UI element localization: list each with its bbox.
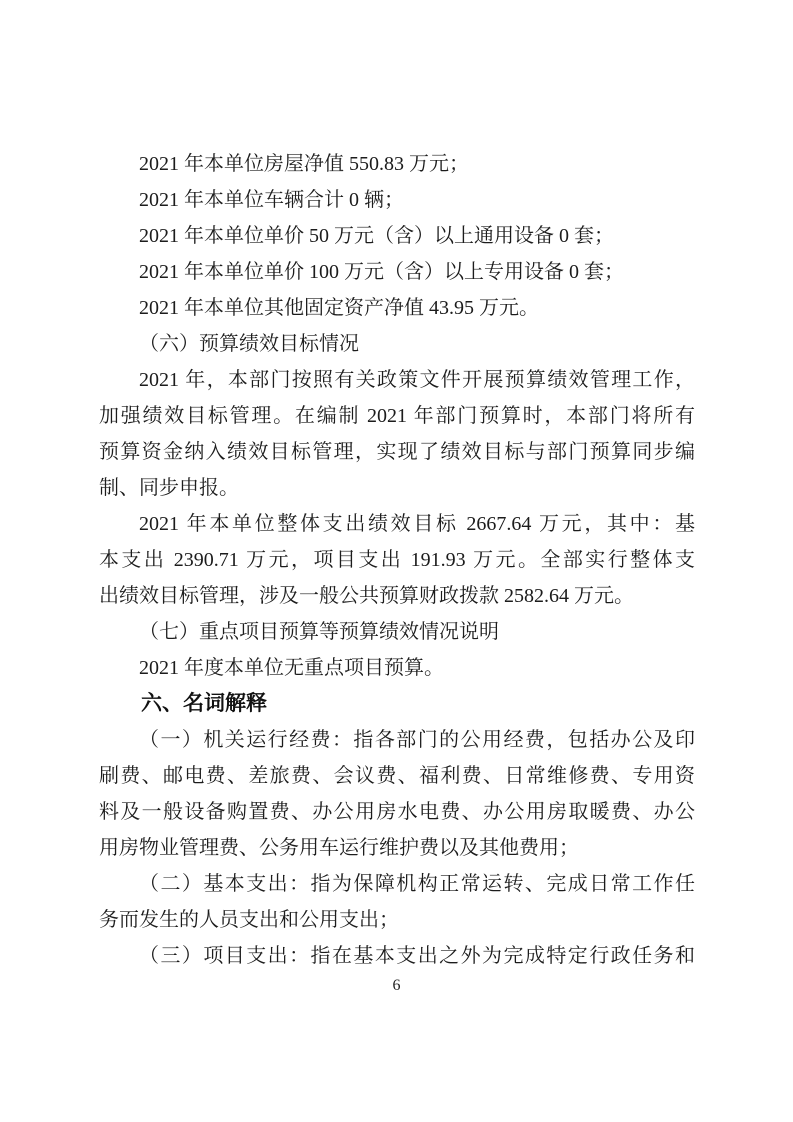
text-line: 2021 年本单位房屋净值 550.83 万元；	[139, 153, 469, 175]
text-line: 预算资金纳入绩效目标管理，实现了绩效目标与部门预算同步编	[99, 441, 695, 463]
text-line: 料及一般设备购置费、办公用房水电费、办公用房取暖费、办公	[99, 801, 695, 823]
text-line: 2021 年，本部门按照有关政策文件开展预算绩效管理工作，	[139, 369, 695, 391]
text-line: 2021 年本单位整体支出绩效目标 2667.64 万元，其中：基	[139, 513, 695, 535]
text-line: （七）重点项目预算等预算绩效情况说明	[139, 621, 499, 643]
text-line: 本支出 2390.71 万元，项目支出 191.93 万元。全部实行整体支	[99, 549, 695, 571]
text-line: 2021 年本单位车辆合计 0 辆；	[139, 189, 404, 211]
text-line: 务而发生的人员支出和公用支出；	[99, 909, 399, 931]
text-line: 加强绩效目标管理。在编制 2021 年部门预算时，本部门将所有	[99, 405, 695, 427]
text-line: 制、同步申报。	[99, 477, 239, 499]
section-heading: 六、名词解释	[141, 692, 267, 715]
text-line: 用房物业管理费、公务用车运行维护费以及其他费用；	[99, 837, 579, 859]
document-body	[99, 146, 695, 974]
text-line: （二）基本支出：指为保障机构正常运转、完成日常工作任	[139, 873, 695, 895]
text-line: （一）机关运行经费：指各部门的公用经费，包括办公及印	[139, 729, 695, 751]
text-line: 出绩效目标管理，涉及一般公共预算财政拨款 2582.64 万元。	[99, 585, 634, 607]
text-line: （六）预算绩效目标情况	[139, 333, 359, 355]
text-line: 2021 年度本单位无重点项目预算。	[139, 657, 444, 679]
page-number: 6	[392, 977, 401, 994]
text-line: 2021 年本单位单价 100 万元（含）以上专用设备 0 套；	[139, 261, 624, 283]
text-line: （三）项目支出：指在基本支出之外为完成特定行政任务和	[139, 945, 695, 967]
text-line: 2021 年本单位单价 50 万元（含）以上通用设备 0 套；	[139, 225, 614, 247]
text-line: 刷费、邮电费、差旅费、会议费、福利费、日常维修费、专用资	[99, 765, 695, 787]
text-line: 2021 年本单位其他固定资产净值 43.95 万元。	[139, 297, 539, 319]
